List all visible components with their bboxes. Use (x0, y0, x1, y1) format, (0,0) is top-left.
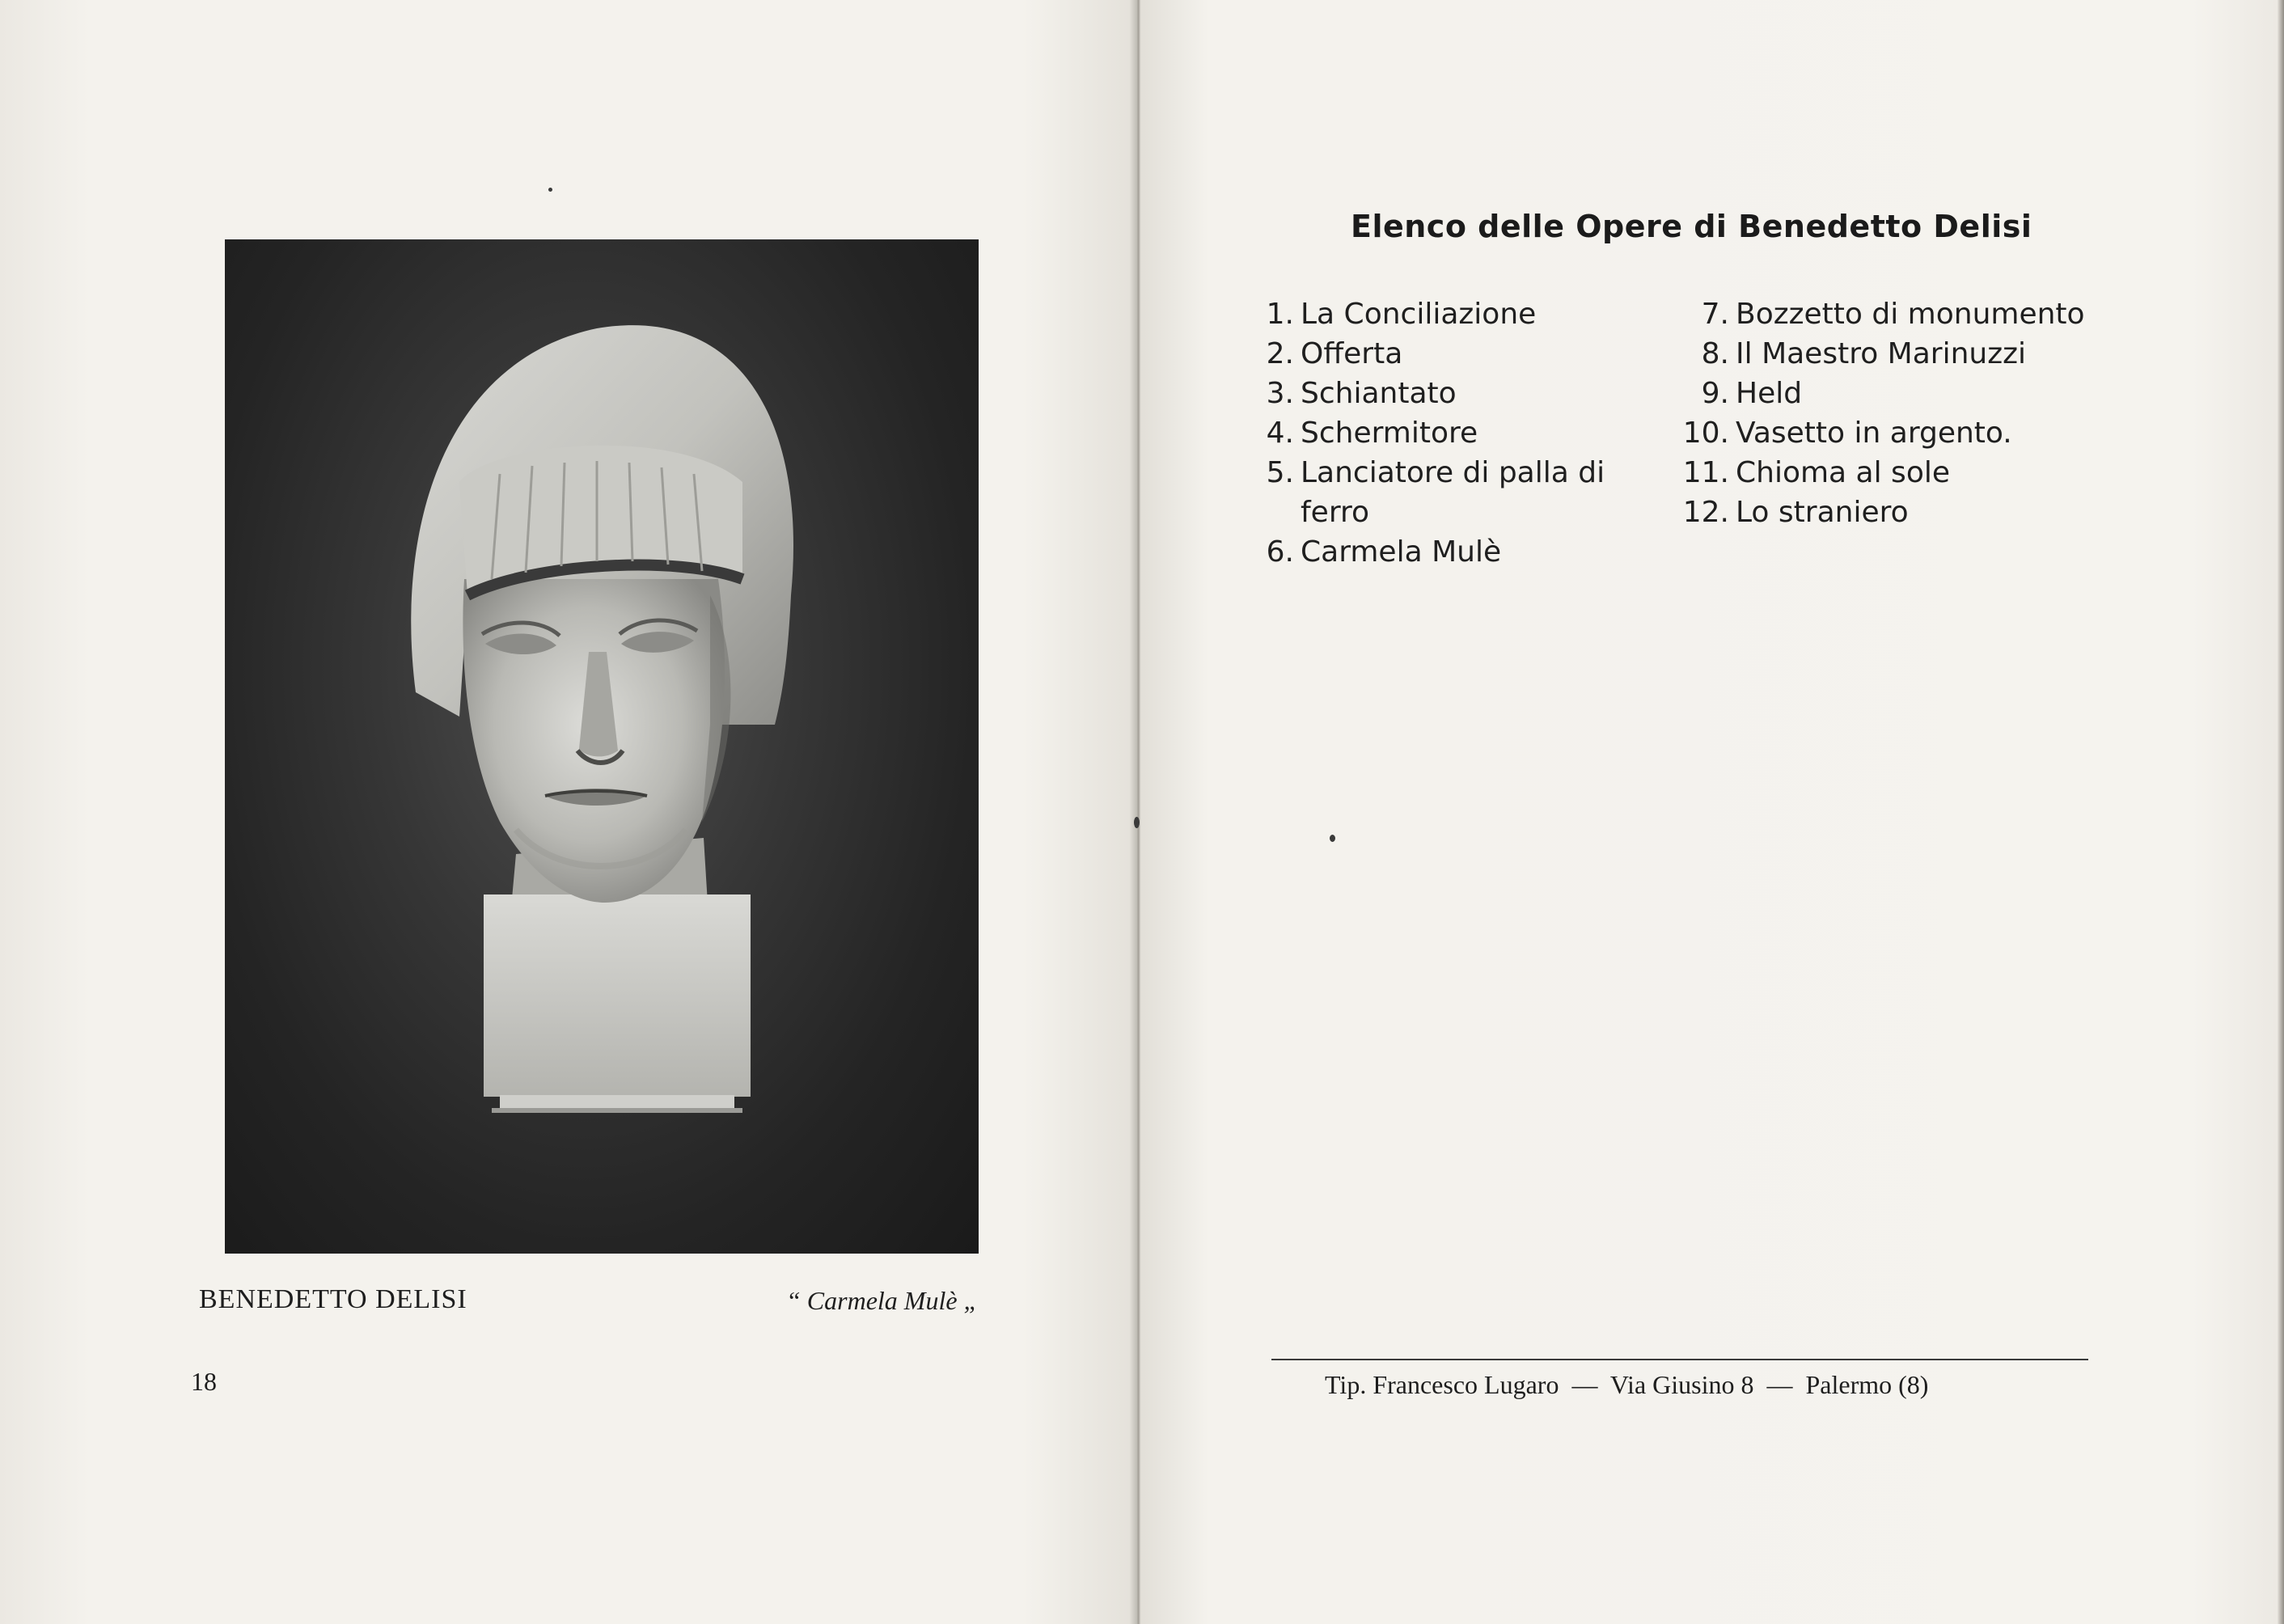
left-page (0, 0, 1136, 1624)
list-item: 5. Lanciatore di palla di (1266, 456, 1605, 489)
works-list-title: Elenco delle Opere di Benedetto Delisi (1351, 209, 2032, 244)
list-item: 10. Vasetto in argento. (1682, 417, 2012, 450)
list-item: 1. La Conciliazione (1266, 298, 1537, 331)
list-item: 2. Offerta (1266, 337, 1403, 370)
list-item: 12. Lo straniero (1682, 496, 1909, 529)
list-item-continuation: ferro (1301, 496, 1370, 529)
page-number: 18 (191, 1367, 217, 1396)
list-item: 8. Il Maestro Marinuzzi (1701, 337, 2027, 370)
sculpture-photo (225, 239, 979, 1254)
list-item: 9. Held (1701, 377, 1803, 410)
footer-divider (1271, 1359, 2088, 1360)
paper-speck (1134, 817, 1140, 828)
list-item: 11. Chioma al sole (1682, 456, 1950, 489)
list-item: 6. Carmela Mulè (1266, 535, 1502, 569)
printer-imprint: Tip. Francesco Lugaro — Via Giusino 8 — Palermo (8) (1325, 1370, 1929, 1399)
paper-speck (548, 188, 552, 192)
caption-title: “ Carmela Mulè „ (786, 1286, 979, 1315)
page-edge (2278, 0, 2284, 1624)
works-list-column-2 (1671, 294, 2124, 532)
list-item: 7. Bozzetto di monumento (1701, 298, 2085, 331)
list-item: 3. Schiantato (1266, 377, 1457, 410)
portrait-bust-icon (225, 239, 979, 1254)
list-item: 4. Schermitore (1266, 417, 1478, 450)
works-list-column-1 (1258, 294, 1647, 572)
paper-speck (1330, 835, 1335, 842)
caption-artist: BENEDETTO DELISI (199, 1284, 467, 1314)
